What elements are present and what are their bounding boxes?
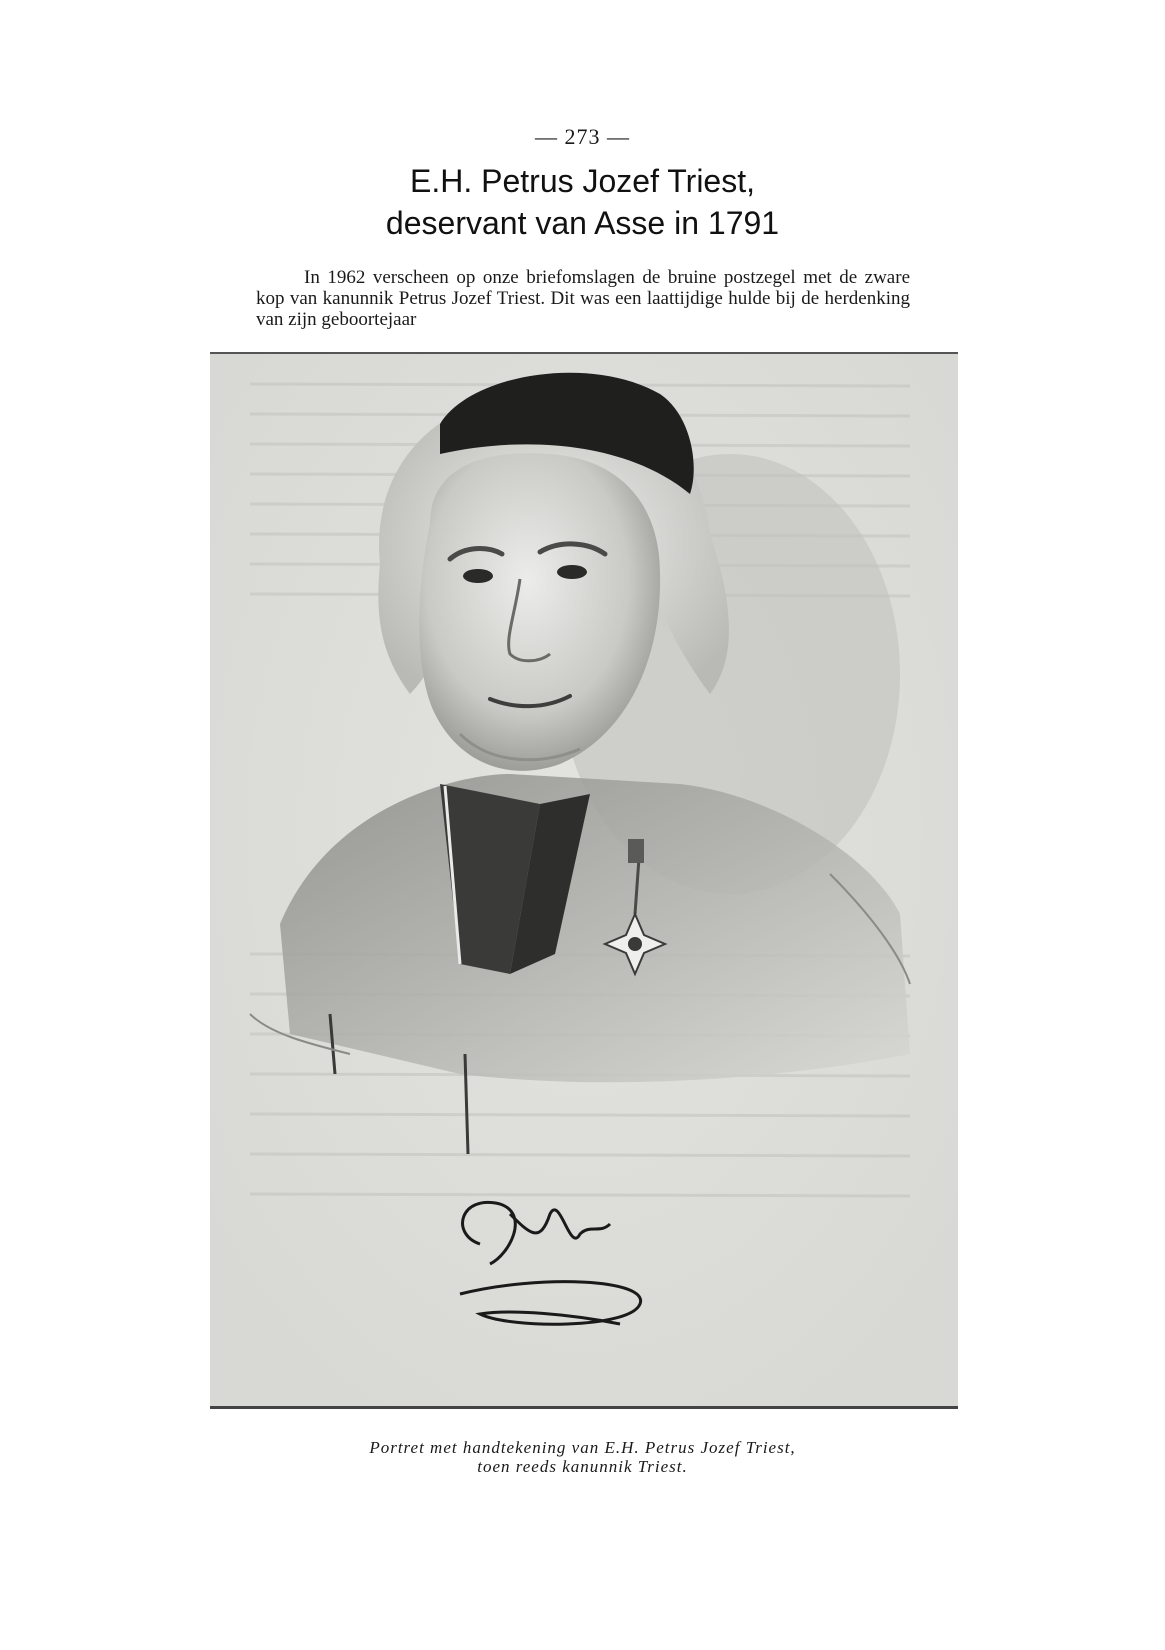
title-line-2: deservant van Asse in 1791 [385, 205, 780, 241]
portrait-illustration [210, 354, 958, 1406]
page-number: — 273 — [535, 124, 630, 149]
caption-line-2: toen reeds kanunnik Triest. [477, 1457, 688, 1476]
intro-paragraph: In 1962 verscheen op onze briefomslagen de bruine postzegel met de zware kop van kanunnik Petrus Jozef Triest. Dit was een laattijdige hulde bij de herdenking van zijn geboortejaar [256, 267, 910, 330]
portrait-plate [210, 352, 958, 1409]
right-eye [557, 565, 587, 579]
figure-caption [0, 1438, 1165, 1476]
left-eye [463, 569, 493, 583]
title-line-1: E.H. Petrus Jozef Triest, [410, 163, 755, 199]
article-title [0, 160, 1165, 244]
caption-line-1: Portret met handtekening van E.H. Petrus Jozef Triest, [369, 1438, 796, 1457]
